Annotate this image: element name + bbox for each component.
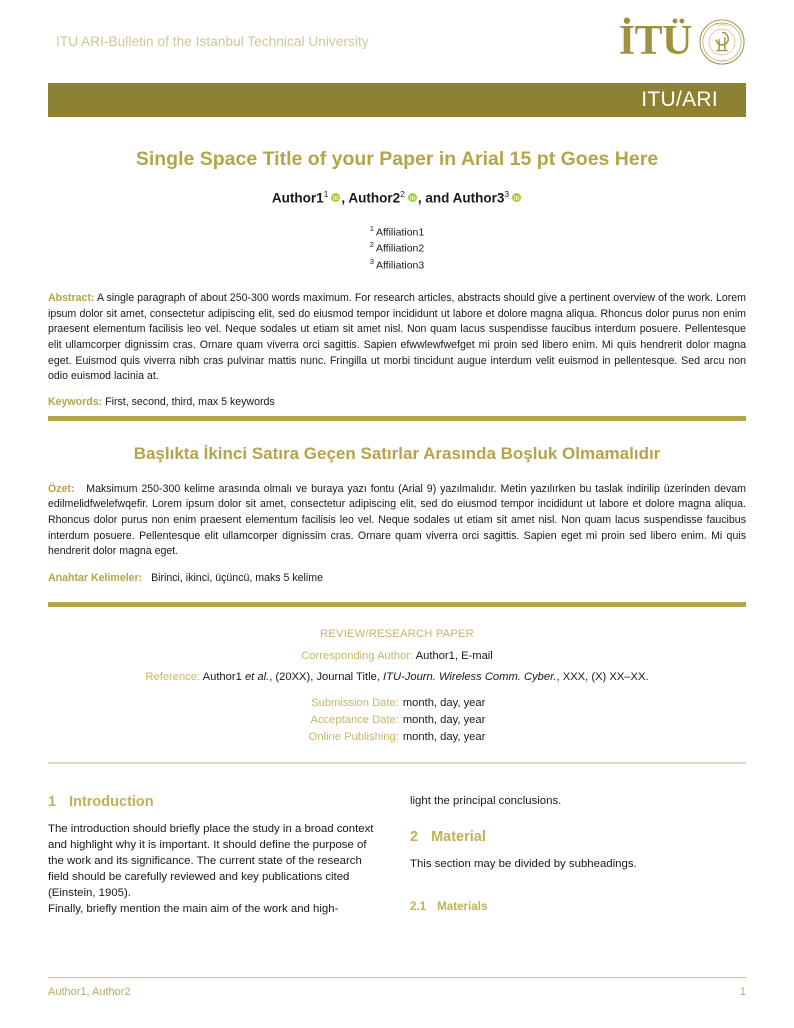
reference-pages: , XXX, (X) XX–XX. bbox=[556, 671, 649, 684]
publication-meta bbox=[48, 624, 746, 747]
section-title: Material bbox=[431, 828, 486, 845]
keywords-line bbox=[48, 396, 746, 408]
date-value: month, day, year bbox=[402, 714, 486, 727]
page-footer bbox=[48, 977, 746, 998]
corresponding-author-label: Corresponding Author: bbox=[301, 649, 414, 662]
journal-banner bbox=[48, 83, 746, 117]
author-affiliation-marker: 2 bbox=[400, 189, 405, 200]
anahtar-value: Birinci, ikinci, üçüncü, maks 5 kelime bbox=[151, 571, 323, 584]
date-label: Acceptance Date: bbox=[310, 714, 399, 727]
date-label: Online Publishing: bbox=[308, 731, 399, 744]
date-label: Submission Date: bbox=[311, 697, 399, 710]
subsection-title: Materials bbox=[437, 899, 488, 913]
ozet-label: Özet: bbox=[48, 482, 75, 495]
journal-name: ITU ARI-Bulletin of the Istanbul Technical University bbox=[56, 34, 369, 49]
masthead bbox=[48, 0, 746, 78]
banner-label: ITU/ARI bbox=[641, 88, 718, 111]
intro-paragraph-1: The introduction should briefly place the study in a broad context and highlight why it is important. It should define the purpose of the work and its significance. The current state of the research field should be carefully reviewed and key publications cited (Einstein, 1905). bbox=[48, 822, 374, 899]
reference-etal: et al. bbox=[244, 671, 270, 684]
orcid-icon[interactable] bbox=[512, 193, 521, 202]
section-heading-material bbox=[410, 829, 746, 845]
corresponding-author-row bbox=[48, 646, 746, 668]
date-value: month, day, year bbox=[402, 697, 486, 710]
author-name: Author3 bbox=[452, 190, 505, 206]
anahtar-kelimeler-line bbox=[48, 572, 746, 584]
column-right bbox=[410, 794, 746, 918]
page-title: Single Space Title of your Paper in Arial 15 pt Goes Here bbox=[135, 148, 659, 170]
material-paragraph-1: This section may be divided by subheadings. bbox=[410, 857, 637, 870]
turkish-title: Başlıkta İkinci Satıra Geçen Satırlar Arasında Boşluk Olmamalıdır bbox=[133, 443, 661, 463]
reference-row bbox=[48, 667, 746, 689]
anahtar-label: Anahtar Kelimeler: bbox=[48, 571, 143, 584]
section-number: 2 bbox=[410, 828, 419, 845]
ozet-block bbox=[48, 482, 746, 560]
footer-authors: Author1, Author2 bbox=[48, 986, 131, 998]
date-row bbox=[309, 729, 486, 746]
section-title: Introduction bbox=[69, 793, 154, 810]
affiliation-marker: 3 bbox=[369, 256, 374, 266]
keywords-value: First, second, third, max 5 keywords bbox=[105, 395, 275, 408]
itu-logo bbox=[619, 18, 746, 66]
divider-after-meta bbox=[48, 762, 746, 764]
affiliation-item bbox=[48, 257, 746, 273]
author-affiliation-marker: 3 bbox=[504, 189, 510, 200]
affiliation-item bbox=[48, 240, 746, 256]
itu-university-seal-icon bbox=[698, 18, 746, 66]
author-name: Author1 bbox=[271, 190, 324, 206]
section-heading-introduction bbox=[48, 794, 384, 810]
abstract-text: A single paragraph of about 250-300 words maximum. For research articles, abstracts should give a pertinent overview of the work. Lorem ipsum dolor sit amet, consectetur adipiscing elit, sed do eiusmod tempor incididunt ut labore et dolore magna aliqua. Rhoncus dolor purus non enim praesent elementum facilisis leo vel. Neque sodales ut etiam sit amet nisl. Non quam lacus suspendisse faucibus interdum posuere. Pellentesque elit ullamcorper dignissim cras. Ornare quam viverra orci sagittis. Sapien efwwlewfwefget mi proin sed libero enim. Mi quis hendrerit dolor magna eget. Euismod quis viverra nibh cras pulvinar mattis nunc. Fringilla ut morbi tincidunt augue interdum velit euismod in pellentesque. Sed arcu non odio euismod lacinia at. bbox=[48, 292, 747, 383]
author-list: $Author1^1$ , $Author2^2$ , and $Author3^3$ bbox=[48, 189, 746, 207]
divider-before-meta bbox=[48, 602, 746, 607]
orcid-icon[interactable] bbox=[408, 193, 417, 202]
reference-middle: , (20XX), Journal Title, bbox=[269, 671, 383, 684]
subsection-number: 2.1 bbox=[410, 899, 427, 913]
corresponding-author-value: Author1, E-mail bbox=[415, 649, 493, 662]
orcid-icon[interactable] bbox=[331, 193, 340, 202]
reference-label: Reference: bbox=[145, 671, 201, 684]
reference-journal: ITU-Journ. Wireless Comm. Cyber. bbox=[383, 671, 557, 684]
footer-page-number: 1 bbox=[739, 986, 746, 998]
intro-paragraph-2: Finally, briefly mention the main aim of the work and high- bbox=[48, 902, 339, 915]
keywords-label: Keywords: bbox=[48, 395, 103, 408]
publication-dates bbox=[309, 695, 486, 746]
svg-text:1773: 1773 bbox=[719, 58, 725, 63]
date-row bbox=[309, 712, 486, 729]
abstract-block bbox=[48, 291, 746, 384]
affiliation-text: Affiliation1 bbox=[375, 226, 425, 239]
affiliation-text: Affiliation3 bbox=[375, 259, 425, 272]
ozet-text: Maksimum 250-300 kelime arasında olmalı ve buraya yazı fontu (Arial 9) yazılmalıdır. Metin yazılırken bu taslak indirilip üzerinden devam edilmelidfwelefwqefir. Lorem ipsum dolor sit amet, consectetur adipiscing elit, sed do eiusmod tempor incididunt ut labore et dolore magna aliqua. Rhoncus dolor purus non enim praesent elementum facilisis leo vel. Neque sodales ut etiam sit amet nisl. Non quam lacus suspendisse faucibus interdum posuere. Pellentesque elit ullamcorper dignissim cras. Ornare quam viverra orci sagittis. Sapien eget mi proin sed libero enim. Mi quis hendrerit dolor magna eget. bbox=[48, 482, 747, 558]
title-zone bbox=[48, 147, 746, 273]
affiliation-marker: 2 bbox=[369, 240, 374, 250]
reference-author: Author1 bbox=[202, 671, 245, 684]
body-columns bbox=[48, 794, 746, 918]
paper-kind: REVIEW/RESEARCH PAPER bbox=[320, 627, 474, 640]
divider-after-keywords bbox=[48, 416, 746, 421]
subsection-heading-materials bbox=[410, 900, 746, 913]
abstract-label: Abstract: bbox=[48, 292, 95, 305]
affiliation-item bbox=[48, 224, 746, 240]
affiliation-marker: 1 bbox=[369, 224, 374, 234]
date-row bbox=[309, 695, 486, 712]
section-number: 1 bbox=[48, 793, 57, 810]
affiliation-list bbox=[48, 224, 746, 273]
svg-text:ISTANBUL: ISTANBUL bbox=[715, 22, 729, 27]
affiliation-text: Affiliation2 bbox=[375, 242, 425, 255]
itu-wordmark: İTÜ bbox=[618, 18, 692, 65]
intro-continuation: light the principal conclusions. bbox=[410, 794, 562, 807]
author-affiliation-marker: 1 bbox=[323, 189, 329, 200]
date-value: month, day, year bbox=[402, 731, 486, 744]
column-left bbox=[48, 794, 384, 918]
author-name: Author2 bbox=[348, 190, 401, 206]
